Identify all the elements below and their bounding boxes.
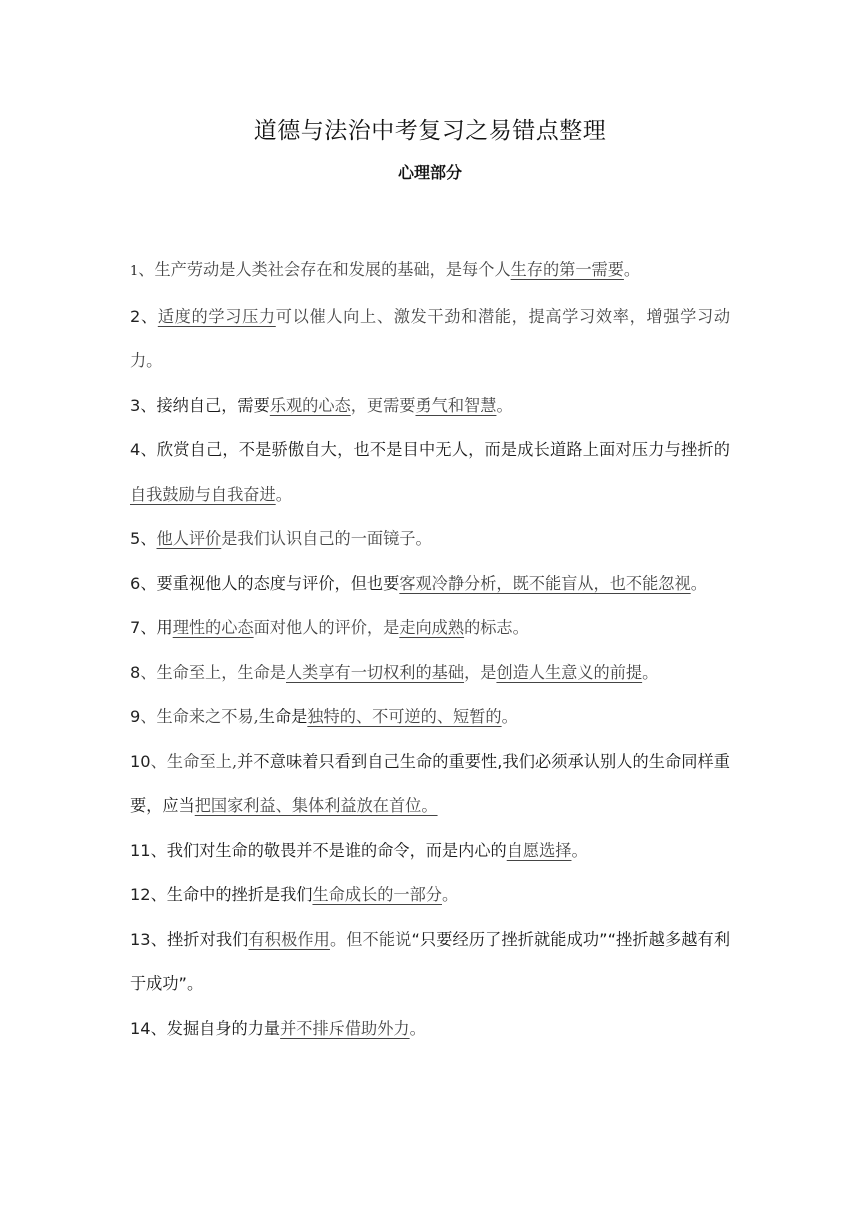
item-number: 4 bbox=[130, 440, 141, 459]
list-item bbox=[130, 517, 730, 562]
item-text: 、用 bbox=[140, 618, 173, 637]
item-text: 。 bbox=[690, 573, 707, 593]
item-text: “只要经历了挫折就能成功”“挫折越多越有利于成功”。 bbox=[130, 929, 731, 993]
item-text: 、生命来之不易, bbox=[140, 707, 259, 726]
underlined-key-phrase: 他人评价 bbox=[156, 529, 222, 548]
underlined-key-phrase: 自愿选择 bbox=[506, 840, 572, 860]
item-text: 。 bbox=[441, 885, 459, 904]
item-text: 。 bbox=[275, 484, 292, 504]
item-number: 11 bbox=[130, 840, 151, 860]
underlined-key-phrase: 适度的学习压力 bbox=[157, 306, 276, 326]
list-item bbox=[130, 606, 730, 651]
list-item bbox=[130, 248, 730, 295]
underlined-key-phrase: 客观冷静分析，既不能盲从，也不能忽视 bbox=[399, 573, 691, 593]
list-item bbox=[130, 428, 730, 517]
page-subtitle: 心理部分 bbox=[397, 163, 462, 182]
item-text: 。但不能说 bbox=[329, 929, 412, 949]
underlined-key-phrase: 乐观的心态 bbox=[269, 395, 351, 415]
item-text: ，是 bbox=[464, 662, 497, 682]
underlined-key-phrase: 独特的、不可逆的、短暂的 bbox=[307, 707, 502, 726]
item-text: 、要重视他人的态度与评价，但也要 bbox=[140, 573, 400, 593]
underlined-key-phrase: 走向成熟 bbox=[399, 618, 465, 637]
item-text: 是我们认识自己的一面镜子。 bbox=[221, 529, 432, 548]
item-number: 12 bbox=[130, 885, 151, 904]
list-item bbox=[130, 651, 730, 696]
item-number: 10 bbox=[130, 751, 151, 771]
list-item bbox=[130, 873, 730, 918]
item-text: 并不意味着只看到自己生命的重要性,我们必须承认别人的生命同样重要，应当 bbox=[130, 751, 730, 815]
list-item bbox=[130, 740, 730, 829]
item-list bbox=[130, 248, 730, 1051]
page-title: 道德与法治中考复习之易错点整理 bbox=[253, 118, 607, 144]
item-number: 6 bbox=[130, 573, 141, 593]
item-number: 8 bbox=[130, 662, 141, 682]
item-text: 、生命中的挫折是我们 bbox=[150, 885, 313, 904]
item-number: 13 bbox=[130, 929, 151, 949]
list-item bbox=[130, 384, 730, 429]
list-item bbox=[130, 295, 730, 384]
underlined-key-phrase: 生存的第一需要 bbox=[510, 260, 624, 279]
list-item bbox=[130, 695, 730, 740]
item-text: 的标志。 bbox=[464, 618, 529, 637]
item-text: 、生命至上，生命是 bbox=[140, 662, 286, 682]
item-text: 。 bbox=[571, 840, 588, 860]
underlined-key-phrase: 人类享有一切权利的基础 bbox=[286, 662, 465, 682]
underlined-key-phrase: 有积极作用 bbox=[248, 929, 330, 949]
item-text: 、 bbox=[140, 306, 158, 326]
list-item bbox=[130, 829, 730, 874]
item-number: 5 bbox=[130, 529, 141, 548]
item-text: 、挫折对我们 bbox=[150, 929, 249, 949]
item-text: 生命是 bbox=[258, 707, 308, 726]
item-number: 1 bbox=[130, 264, 139, 279]
item-text: 。 bbox=[623, 260, 641, 279]
underlined-key-phrase: 把国家利益、集体利益放在首位。 bbox=[194, 796, 438, 815]
list-item bbox=[130, 1007, 730, 1052]
item-text: 、欣赏自己，不是骄傲自大，也不是目中无人，而是成长道路上面对压力与挫折的 bbox=[140, 440, 730, 459]
underlined-key-phrase: 理性的心态 bbox=[172, 618, 254, 637]
list-item bbox=[130, 562, 730, 607]
item-text: 、发掘自身的力量 bbox=[150, 1018, 281, 1038]
underlined-key-phrase: 自我鼓励与自我奋进 bbox=[130, 484, 276, 504]
item-text: 、生产劳动是人类社会存在和发展的基础，是每个人 bbox=[138, 260, 511, 279]
item-number: 7 bbox=[130, 618, 141, 637]
item-text: 。 bbox=[496, 395, 513, 415]
item-text: 。 bbox=[501, 707, 518, 726]
item-text: 。 bbox=[409, 1018, 426, 1038]
item-text: 。 bbox=[642, 662, 659, 682]
item-text: 面对他人的评价，是 bbox=[253, 618, 400, 637]
item-text: 、 bbox=[140, 529, 157, 548]
item-text: 可以催人向上、激发干劲和潜能，提高学习效率，增强学习动力。 bbox=[130, 306, 731, 370]
item-number: 3 bbox=[130, 395, 141, 415]
item-number: 9 bbox=[130, 707, 141, 726]
underlined-key-phrase: 并不排斥借助外力 bbox=[280, 1018, 410, 1038]
list-item bbox=[130, 918, 730, 1007]
item-number: 14 bbox=[130, 1018, 151, 1038]
item-text: 、生命至上, bbox=[150, 751, 238, 771]
underlined-key-phrase: 生命成长的一部分 bbox=[312, 885, 442, 904]
underlined-key-phrase: 勇气和智慧 bbox=[415, 395, 497, 415]
item-text: 、我们对生命的敬畏并不是谁的命令，而是内心的 bbox=[150, 840, 507, 860]
item-text: 、接纳自己，需要 bbox=[140, 395, 270, 415]
item-number: 2 bbox=[130, 306, 141, 326]
underlined-key-phrase: 创造人生意义的前提 bbox=[496, 662, 643, 682]
item-text: ，更需要 bbox=[350, 395, 416, 415]
